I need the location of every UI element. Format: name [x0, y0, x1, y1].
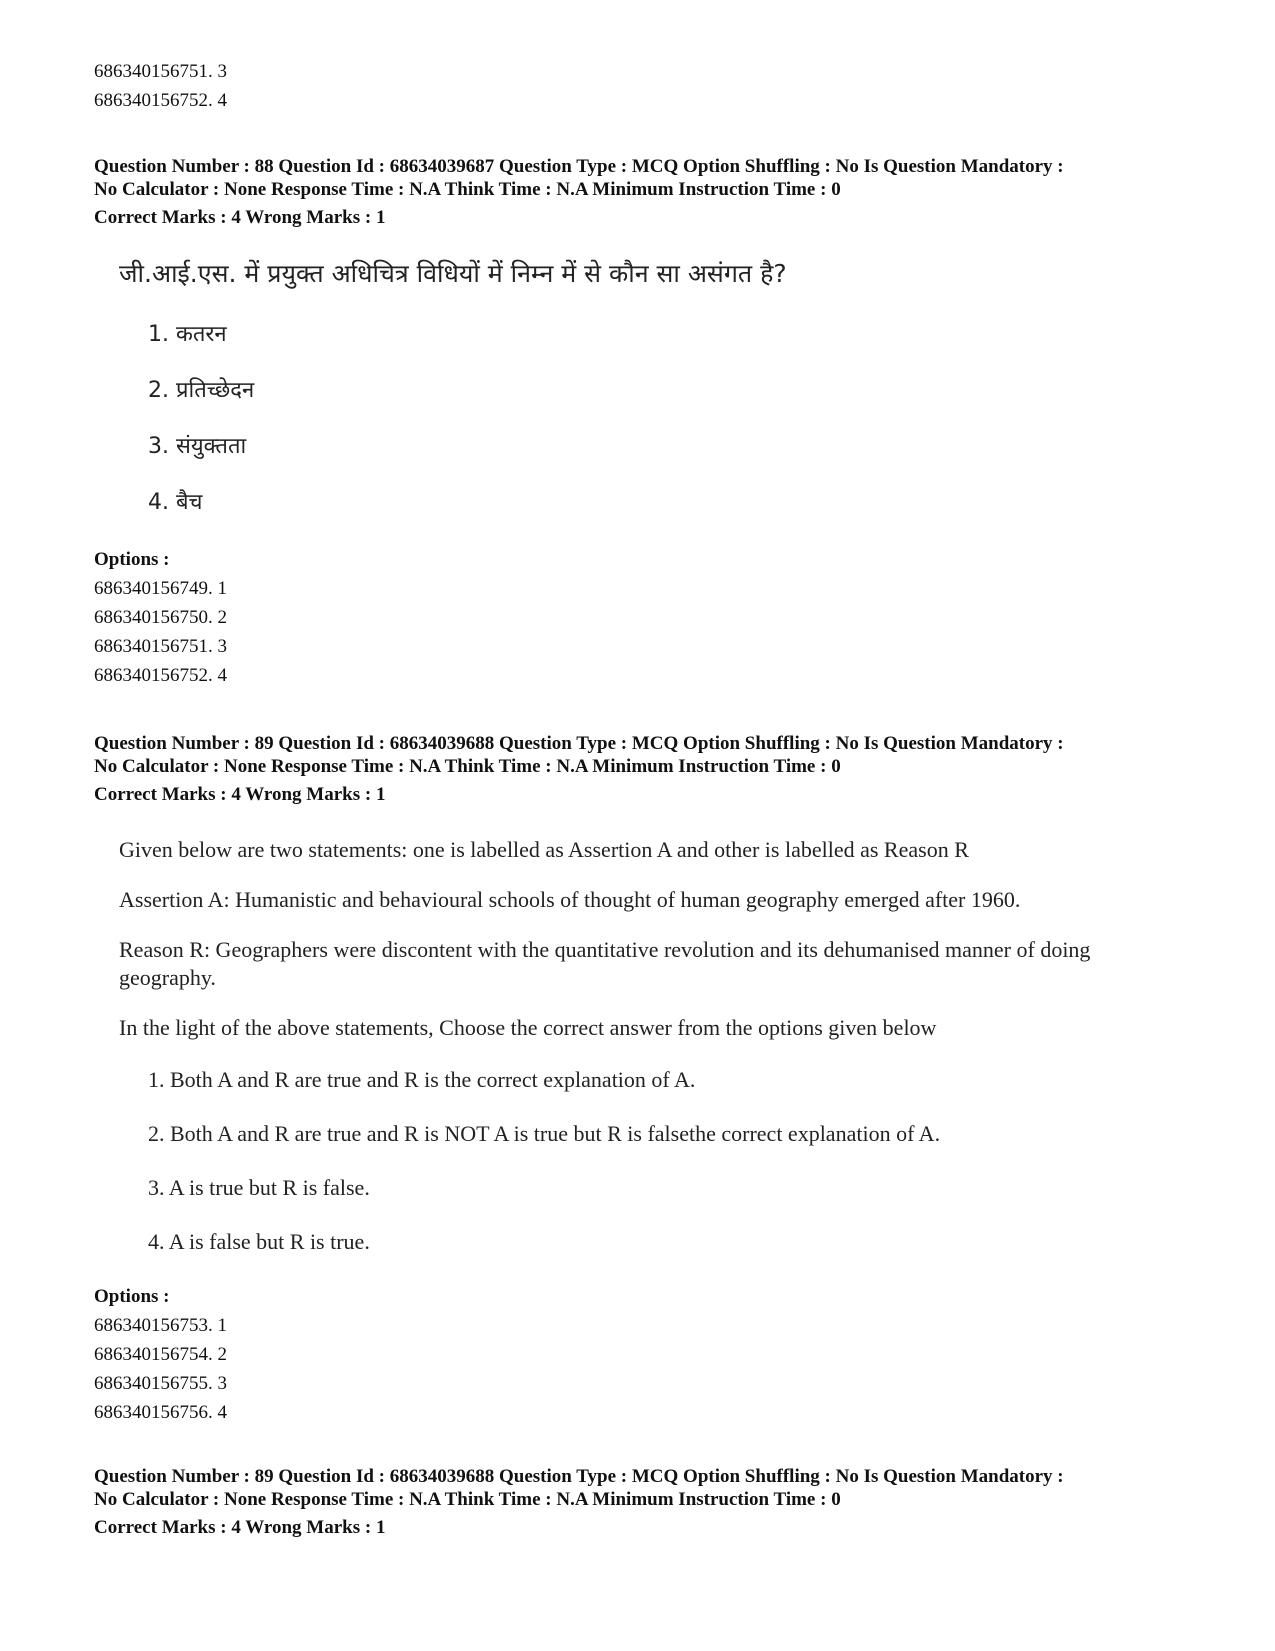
q88-option-code: 686340156749. 1 — [94, 578, 227, 599]
q89-repeat-header-line1: Question Number : 89 Question Id : 68634039688 Question Type : MCQ Option Shuffling : No Is Question Mandatory : — [94, 1466, 1064, 1487]
q88-question-text: जी.आई.एस. में प्रयुक्त अधिचित्र विधियों में निम्न में से कौन सा असंगत है? — [119, 259, 787, 288]
q89-choice-3: 3. A is true but R is false. — [148, 1175, 370, 1200]
q88-option-code: 686340156752. 4 — [94, 665, 227, 686]
q88-options-label: Options : — [94, 549, 170, 570]
q88-option-code: 686340156751. 3 — [94, 636, 227, 657]
q88-header-line2: No Calculator : None Response Time : N.A Think Time : N.A Minimum Instruction Time : 0 — [94, 179, 841, 200]
q89-choice-1: 1. Both A and R are true and R is the correct explanation of A. — [148, 1067, 696, 1092]
q88-marks: Correct Marks : 4 Wrong Marks : 1 — [94, 207, 386, 228]
q89-option-code: 686340156754. 2 — [94, 1344, 227, 1365]
q88-choice-4: 4. बैच — [148, 490, 203, 515]
q89-intro: Given below are two statements: one is labelled as Assertion A and other is labelled as Reason R — [119, 837, 969, 862]
q88-choice-2: 2. प्रतिच्छेदन — [148, 378, 255, 403]
q89-instruction: In the light of the above statements, Choose the correct answer from the options given below — [119, 1015, 937, 1040]
q89-reason: Reason R: Geographers were discontent with the quantitative revolution and its dehumanised manner of doing geography. — [119, 937, 1091, 990]
q88-option-code: 686340156750. 2 — [94, 607, 227, 628]
q89-choice-4: 4. A is false but R is true. — [148, 1229, 370, 1254]
q89-header-line2: No Calculator : None Response Time : N.A Think Time : N.A Minimum Instruction Time : 0 — [94, 756, 841, 777]
q89-options-label: Options : — [94, 1286, 170, 1307]
q89-header-line1: Question Number : 89 Question Id : 68634039688 Question Type : MCQ Option Shuffling : No Is Question Mandatory : — [94, 733, 1064, 754]
option-code: 686340156751. 3 — [94, 61, 227, 82]
q89-repeat-marks: Correct Marks : 4 Wrong Marks : 1 — [94, 1517, 386, 1538]
q89-assertion: Assertion A: Humanistic and behavioural schools of thought of human geography emerged after 1960. — [119, 887, 1021, 912]
q89-option-code: 686340156755. 3 — [94, 1373, 227, 1394]
q89-choice-2: 2. Both A and R are true and R is NOT A is true but R is falsethe correct explanation of A. — [148, 1121, 941, 1146]
q89-option-code: 686340156753. 1 — [94, 1315, 227, 1336]
q89-repeat-header-line2: No Calculator : None Response Time : N.A Think Time : N.A Minimum Instruction Time : 0 — [94, 1489, 841, 1510]
q88-header-line1: Question Number : 88 Question Id : 68634039687 Question Type : MCQ Option Shuffling : No Is Question Mandatory : — [94, 156, 1064, 177]
q88-choice-3: 3. संयुक्तता — [148, 434, 247, 459]
q89-marks: Correct Marks : 4 Wrong Marks : 1 — [94, 784, 386, 805]
q88-choice-1: 1. कतरन — [148, 322, 227, 347]
q89-option-code: 686340156756. 4 — [94, 1402, 227, 1423]
option-code: 686340156752. 4 — [94, 90, 227, 111]
